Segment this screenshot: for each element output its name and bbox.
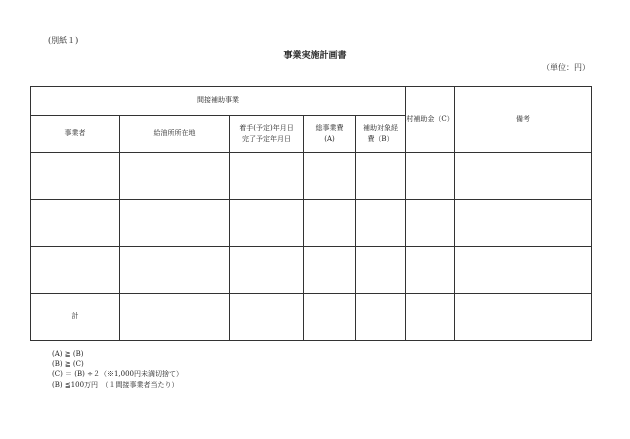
col-eligible-header xyxy=(356,116,406,153)
col-remarks-header: 備考 xyxy=(455,87,592,153)
col-dates-line1: 着手(予定)年月日 xyxy=(239,123,294,132)
table-cell xyxy=(304,153,356,200)
col-total-header xyxy=(304,116,356,153)
table-cell xyxy=(230,247,304,294)
table-cell xyxy=(304,247,356,294)
table-cell xyxy=(455,247,592,294)
col-operator-header: 事業者 xyxy=(31,116,120,153)
table-cell xyxy=(356,153,406,200)
note-line: (C) ＝ (B) ÷２（※1,000円未満切捨て） xyxy=(52,370,184,379)
table-cell xyxy=(120,294,230,341)
table-cell xyxy=(455,153,592,200)
col-eligible-line2: 費（B） xyxy=(367,135,394,143)
table-cell xyxy=(230,200,304,247)
notes xyxy=(52,349,183,390)
table-cell xyxy=(304,294,356,341)
unit-label: （単位：円） xyxy=(542,63,590,72)
col-total-line1: 総事業費 xyxy=(315,123,344,132)
table-cell xyxy=(230,153,304,200)
table-cell xyxy=(406,153,455,200)
col-total-line2: (A) xyxy=(324,135,335,143)
table-cell xyxy=(120,153,230,200)
total-row-label: 計 xyxy=(31,294,120,341)
table-cell xyxy=(356,200,406,247)
col-subsidy-header: 村補助金（C） xyxy=(406,87,455,153)
plan-table xyxy=(30,86,592,341)
annex-label: (別紙１) xyxy=(48,36,79,45)
table-row xyxy=(31,247,592,294)
document-title: 事業実施計画書 xyxy=(283,51,347,61)
col-eligible-line1: 補助対象経 xyxy=(363,123,399,132)
table-cell xyxy=(120,200,230,247)
col-dates-header xyxy=(230,116,304,153)
table-row xyxy=(31,200,592,247)
table-cell xyxy=(31,153,120,200)
table-cell xyxy=(304,200,356,247)
col-dates-line2: 完了予定年月日 xyxy=(242,135,291,143)
table-row xyxy=(31,153,592,200)
table-cell xyxy=(120,247,230,294)
group-header: 間接補助事業 xyxy=(31,87,406,116)
note-line: (A) ≧ (B) xyxy=(52,350,84,358)
table-cell xyxy=(31,200,120,247)
table-cell xyxy=(31,247,120,294)
table-cell xyxy=(455,200,592,247)
table-cell xyxy=(406,294,455,341)
note-line: (B) ≦100万円 （１間接事業者当たり） xyxy=(52,380,179,389)
note-line: (B) ≧ (C) xyxy=(52,360,84,369)
table-cell xyxy=(356,247,406,294)
col-location-header: 給油所所在地 xyxy=(120,116,230,153)
table-cell xyxy=(406,200,455,247)
table-cell xyxy=(406,247,455,294)
table-cell xyxy=(356,294,406,341)
table-cell xyxy=(230,294,304,341)
total-row xyxy=(31,294,592,341)
table-cell xyxy=(455,294,592,341)
